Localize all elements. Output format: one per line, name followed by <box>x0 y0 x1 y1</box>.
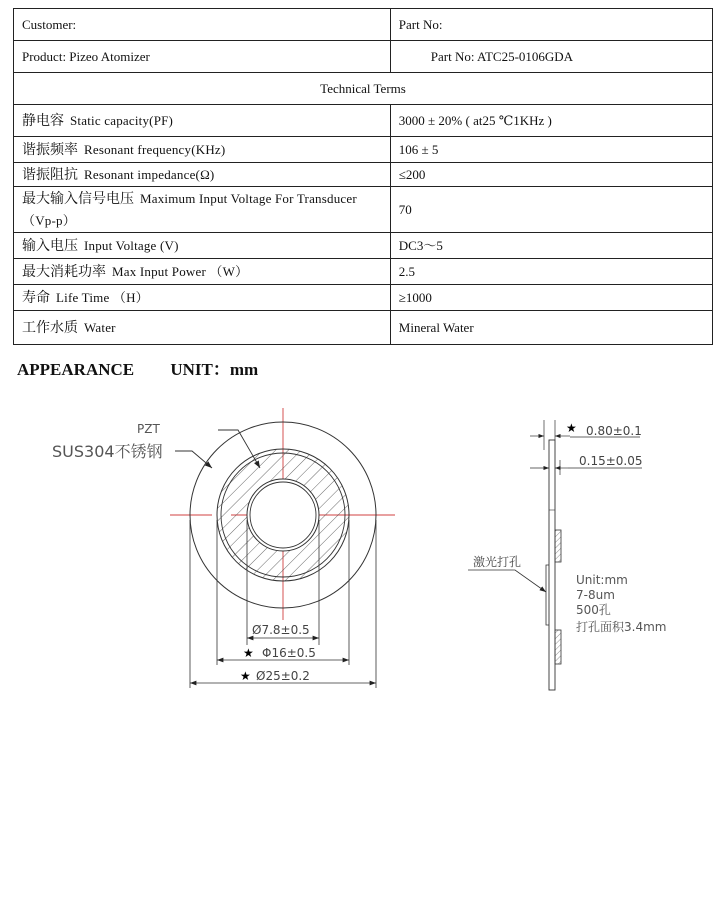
dim-pzt-diameter: Φ16±0.5 <box>262 646 316 660</box>
spec-row <box>14 311 713 345</box>
spec-value: 70 <box>390 187 712 233</box>
spec-value: ≥1000 <box>390 285 712 311</box>
note-hole-size: 7-8um <box>576 588 615 602</box>
spec-row <box>14 137 713 163</box>
pzt-lower-section <box>555 630 561 664</box>
spec-value: 2.5 <box>390 259 712 285</box>
spec-value: ≤200 <box>390 163 712 187</box>
spec-label-cn: 静电容 <box>22 112 64 129</box>
spec-label-en: Input Voltage (V) <box>84 237 179 253</box>
spec-label-cn: 最大消耗功率 <box>22 263 106 280</box>
header-row-customer <box>14 9 713 41</box>
spec-label-cn: 最大输入信号电压 <box>22 191 134 207</box>
note-unit: Unit:mm <box>576 573 628 587</box>
dim-plate-thickness: 0.15±0.05 <box>579 454 643 468</box>
appearance-unit: UNIT：mm <box>170 360 259 379</box>
part-no-label: Part No: <box>390 9 712 41</box>
center-hole-circle <box>250 482 316 548</box>
dim-inner-diameter: Ø7.8±0.5 <box>252 623 310 637</box>
spec-row <box>14 259 713 285</box>
note-hole-area: 打孔面积3.4mm <box>576 620 667 634</box>
spec-label-en: Water <box>84 319 116 335</box>
technical-drawing <box>0 390 726 710</box>
dim-total-thickness: 0.80±0.1 <box>586 424 642 438</box>
section-title-row <box>14 73 713 105</box>
spec-row <box>14 163 713 187</box>
spec-value: 106 ± 5 <box>390 137 712 163</box>
spec-label-en: Maximum Input Voltage For Transducer（Vp-p） <box>22 191 357 228</box>
side-plate <box>549 440 555 690</box>
spec-label-cn: 谐振阻抗 <box>22 166 78 183</box>
spec-value: Mineral Water <box>390 311 712 345</box>
spec-label-en: Resonant impedance(Ω) <box>84 166 215 182</box>
note-hole-count: 500孔 <box>576 603 611 617</box>
part-number: Part No: ATC25-0106GDA <box>390 41 712 73</box>
star-icon: ★ <box>243 646 254 660</box>
label-laser-drilling: 激光打孔 <box>473 555 522 569</box>
star-icon: ★ <box>566 421 577 435</box>
spec-label-cn: 工作水质 <box>22 319 78 336</box>
customer-label: Customer: <box>14 9 391 41</box>
spec-row <box>14 285 713 311</box>
star-icon: ★ <box>240 669 251 683</box>
spec-row <box>14 233 713 259</box>
spec-value: 3000 ± 20% ( at25 ℃1KHz ) <box>390 105 712 137</box>
label-pzt: PZT <box>137 422 160 436</box>
label-sus304: SUS304不锈钢 <box>52 442 163 461</box>
front-view <box>52 408 395 688</box>
spec-row <box>14 187 713 233</box>
spec-label-cn: 谐振频率 <box>22 141 78 158</box>
header-row-product <box>14 41 713 73</box>
pzt-upper-section <box>555 530 561 562</box>
spec-label-en: Static capacity(PF) <box>70 112 174 128</box>
spec-label-en: Life Time （H） <box>56 289 149 305</box>
spec-table <box>13 8 713 345</box>
spec-label-cn: 输入电压 <box>22 237 78 254</box>
appearance-heading <box>17 355 258 380</box>
spec-label-en: Max Input Power （W） <box>112 263 249 279</box>
section-title: Technical Terms <box>14 73 713 105</box>
dim-outer-diameter: Ø25±0.2 <box>256 669 310 683</box>
appearance-title: APPEARANCE <box>17 360 135 379</box>
spec-row <box>14 105 713 137</box>
side-view <box>468 420 666 690</box>
product-name: Product: Pizeo Atomizer <box>14 41 391 73</box>
spec-value: DC3～5 <box>390 233 712 259</box>
spec-label-cn: 寿命 <box>22 289 50 306</box>
spec-label-en: Resonant frequency(KHz) <box>84 141 226 157</box>
